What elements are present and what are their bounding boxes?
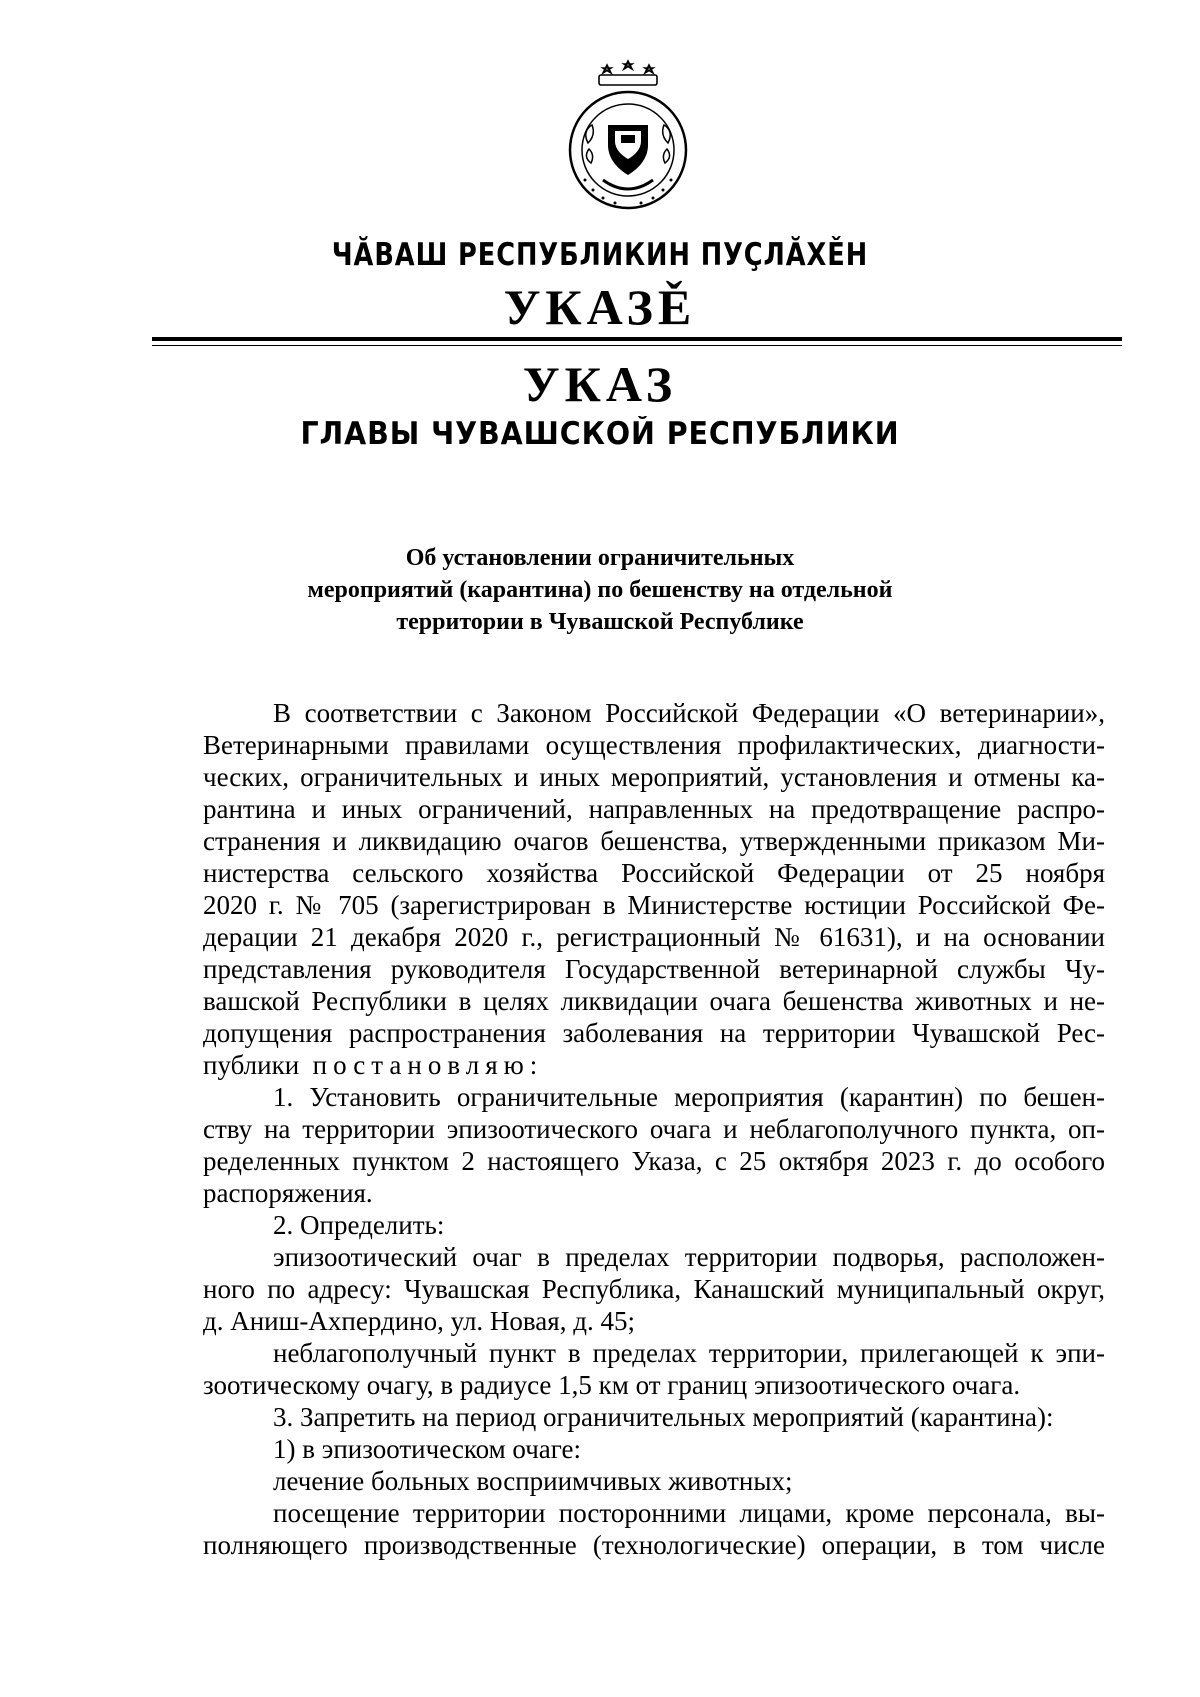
body-line: рантина и иных ограничений, направленных на предотвращение распро- bbox=[203, 794, 1105, 824]
title-line: территории в Чувашской Республике bbox=[396, 609, 804, 635]
body-line: странения и ликвидацию очагов бешенства, утвержденными приказом Ми- bbox=[203, 826, 1105, 856]
body-line: неблагополучный пункт в пределах территории, прилегающей к эпи- bbox=[273, 1338, 1105, 1368]
body-line: зоотическому очагу, в радиусе 1,5 км от границ эпизоотического очага. bbox=[203, 1370, 1021, 1400]
body-line: лечение больных восприимчивых животных; bbox=[273, 1466, 793, 1496]
body-line: 1) в эпизоотическом очаге: bbox=[273, 1434, 581, 1464]
body-line: 3. Запретить на период ограничительных мероприятий (карантина): bbox=[273, 1402, 1054, 1432]
body-line: вашской Республики в целях ликвидации очага бешенства животных и не- bbox=[203, 986, 1105, 1016]
body-line: представления руководителя Государственной ветеринарной службы Чу- bbox=[203, 954, 1105, 984]
body-line: Ветеринарными правилами осуществления профилактических, диагности- bbox=[203, 730, 1105, 760]
body-line: распоряжения. bbox=[203, 1178, 373, 1208]
body-line: 2020 г. № 705 (зарегистрирован в Министерстве юстиции Российской Фе- bbox=[203, 890, 1105, 920]
body-line: ству на территории эпизоотического очага и неблагополучного пункта, оп- bbox=[203, 1114, 1105, 1144]
header-chuvash-decree: УКАЗĚ bbox=[503, 279, 697, 335]
document-title bbox=[0, 542, 1200, 638]
body-line: посещение территории посторонними лицами, кроме персонала, вы- bbox=[273, 1498, 1105, 1528]
body-line: ределенных пунктом 2 настоящего Указа, с 25 октября 2023 г. до особого bbox=[203, 1146, 1105, 1176]
body-line: эпизоотический очаг в пределах территории подворья, расположен- bbox=[273, 1242, 1105, 1272]
body-line-with-resolution bbox=[203, 1049, 1105, 1081]
body-line: публики bbox=[203, 1050, 300, 1080]
header-russian-title: ГЛАВЫ ЧУВАШСКОЙ РЕСПУБЛИКИ bbox=[300, 416, 900, 452]
title-line: Об установлении ограничительных bbox=[405, 545, 795, 571]
title-line: мероприятий (карантина) по бешенству на отдельной bbox=[307, 577, 893, 603]
body-line: 1. Установить ограничительные мероприятия (карантин) по бешен- bbox=[273, 1082, 1105, 1112]
body-line: допущения распространения заболевания на территории Чувашской Рес- bbox=[203, 1018, 1105, 1048]
body-line: ного по адресу: Чувашская Республика, Канашский муниципальный округ, bbox=[203, 1274, 1105, 1304]
body-line: 2. Определить: bbox=[273, 1210, 445, 1240]
body-line: полняющего производственные (технологические) операции, в том числе bbox=[203, 1530, 1105, 1560]
header-chuvash-title: ЧĂВАШ РЕСПУБЛИКИН ПУÇЛĂХĚН bbox=[331, 237, 869, 273]
coat-of-arms-chuvashia-icon bbox=[563, 55, 693, 215]
resolution-word: постановляю: bbox=[312, 1050, 544, 1080]
document-body bbox=[203, 697, 1105, 1561]
header-divider-thick bbox=[152, 337, 1122, 341]
header-divider-thin bbox=[152, 345, 1122, 346]
body-line: д. Аниш-Ахпердино, ул. Новая, д. 45; bbox=[203, 1306, 635, 1336]
body-line: ческих, ограничительных и иных мероприятий, установления и отмены ка- bbox=[203, 762, 1105, 792]
body-line: нистерства сельского хозяйства Российской Федерации от 25 ноября bbox=[203, 858, 1105, 888]
body-line: В соответствии с Законом Российской Федерации «О ветеринарии», bbox=[273, 698, 1105, 728]
body-line: дерации 21 декабря 2020 г., регистрационный № 61631), и на основании bbox=[203, 922, 1105, 952]
header-russian-decree: УКАЗ bbox=[522, 356, 678, 412]
